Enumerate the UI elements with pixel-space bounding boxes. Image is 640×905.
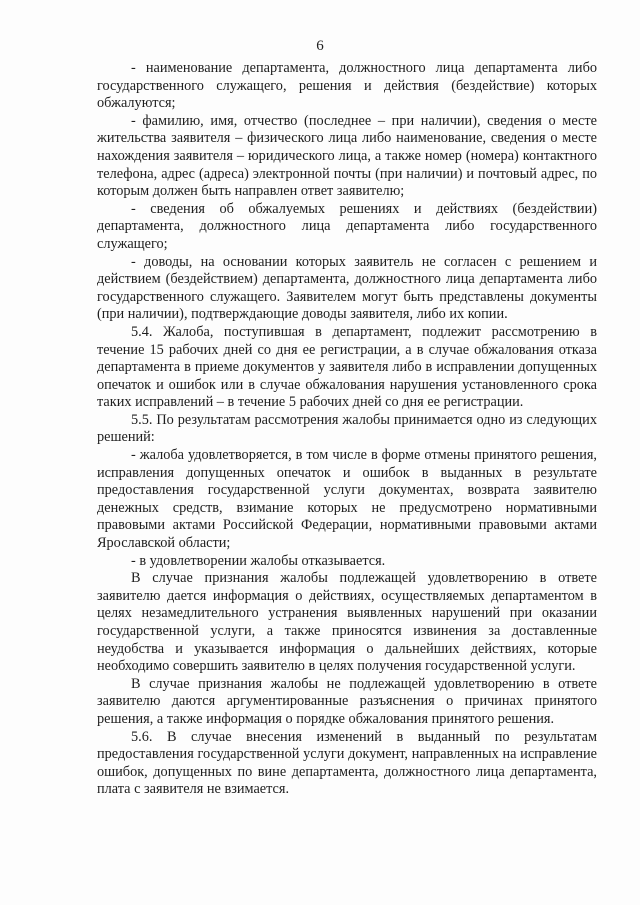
- paragraph-satisfaction-response: В случае признания жалобы подлежащей удовлетворению в ответе заявителю дается информация о действиях, осуществляемых департаментом в целях незамедлительного устранения выявленных нарушений при оказании государственной услуги, а также приносятся извинения за доставленные неудобства и указывается информация о дальнейших действиях, которые необходимо совершить заявителю в целях получения государственной услуги.: [97, 570, 597, 675]
- paragraph-complaint-satisfied: - жалоба удовлетворяется, в том числе в форме отмены принятого решения, исправления допущенных опечаток и ошибок в выданных в результате предоставления государственной услуги документах, возврата заявителю денежных средств, взимание которых не предусмотрено нормативными правовыми актами Российской Федерации, нормативными правовыми актами Ярославской области;: [97, 447, 597, 552]
- page-number: 6: [316, 38, 324, 54]
- paragraph-5-6: 5.6. В случае внесения изменений в выданный по результатам предоставления государственной услуги документ, направленных на исправление ошибок, допущенных по вине департамента, должностного лица департамента, плата с заявителя не взимается.: [97, 728, 597, 798]
- paragraph-appealed-decisions: - сведения об обжалуемых решениях и действиях (бездействии) департамента, должностного лица департамента либо государственного служащего;: [97, 200, 597, 252]
- paragraph-applicant-details: - фамилию, имя, отчество (последнее – при наличии), сведения о месте жительства заявителя – физического лица либо наименование, сведения о месте нахождения заявителя – юридического лица, а также номер (номера) контактного телефона, адрес (адреса) электронной почты (при наличии) и почтовый адрес, по которым должен быть направлен ответ заявителю;: [97, 112, 597, 200]
- document-body: [97, 60, 597, 799]
- paragraph-complaint-rejected: - в удовлетворении жалобы отказывается.: [131, 552, 386, 569]
- paragraph-subject-of-appeal: - наименование департамента, должностного лица департамента либо государственного служащего, решения и действия (бездействие) которых обжалуются;: [97, 60, 597, 112]
- paragraph-rejection-response: В случае признания жалобы не подлежащей удовлетворению в ответе заявителю даются аргументированные разъяснения о причинах принятого решения, а также информация о порядке обжалования принятого решения.: [97, 675, 597, 727]
- paragraph-arguments: - доводы, на основании которых заявитель не согласен с решением и действием (бездействием) департамента, должностного лица департамента либо государственного служащего. Заявителем могут быть представлены документы (при наличии), подтверждающие доводы заявителя, либо их копии.: [97, 253, 597, 323]
- paragraph-5-5: 5.5. По результатам рассмотрения жалобы принимается одно из следующих решений:: [97, 411, 597, 446]
- paragraph-5-4: 5.4. Жалоба, поступившая в департамент, подлежит рассмотрению в течение 15 рабочих дней со дня ее регистрации, а в случае обжалования отказа департамента в приеме документов у заявителя либо в исправлении допущенных опечаток и ошибок или в случае обжалования нарушения установленного срока таких исправлений – в течение 5 рабочих дней со дня ее регистрации.: [97, 323, 597, 411]
